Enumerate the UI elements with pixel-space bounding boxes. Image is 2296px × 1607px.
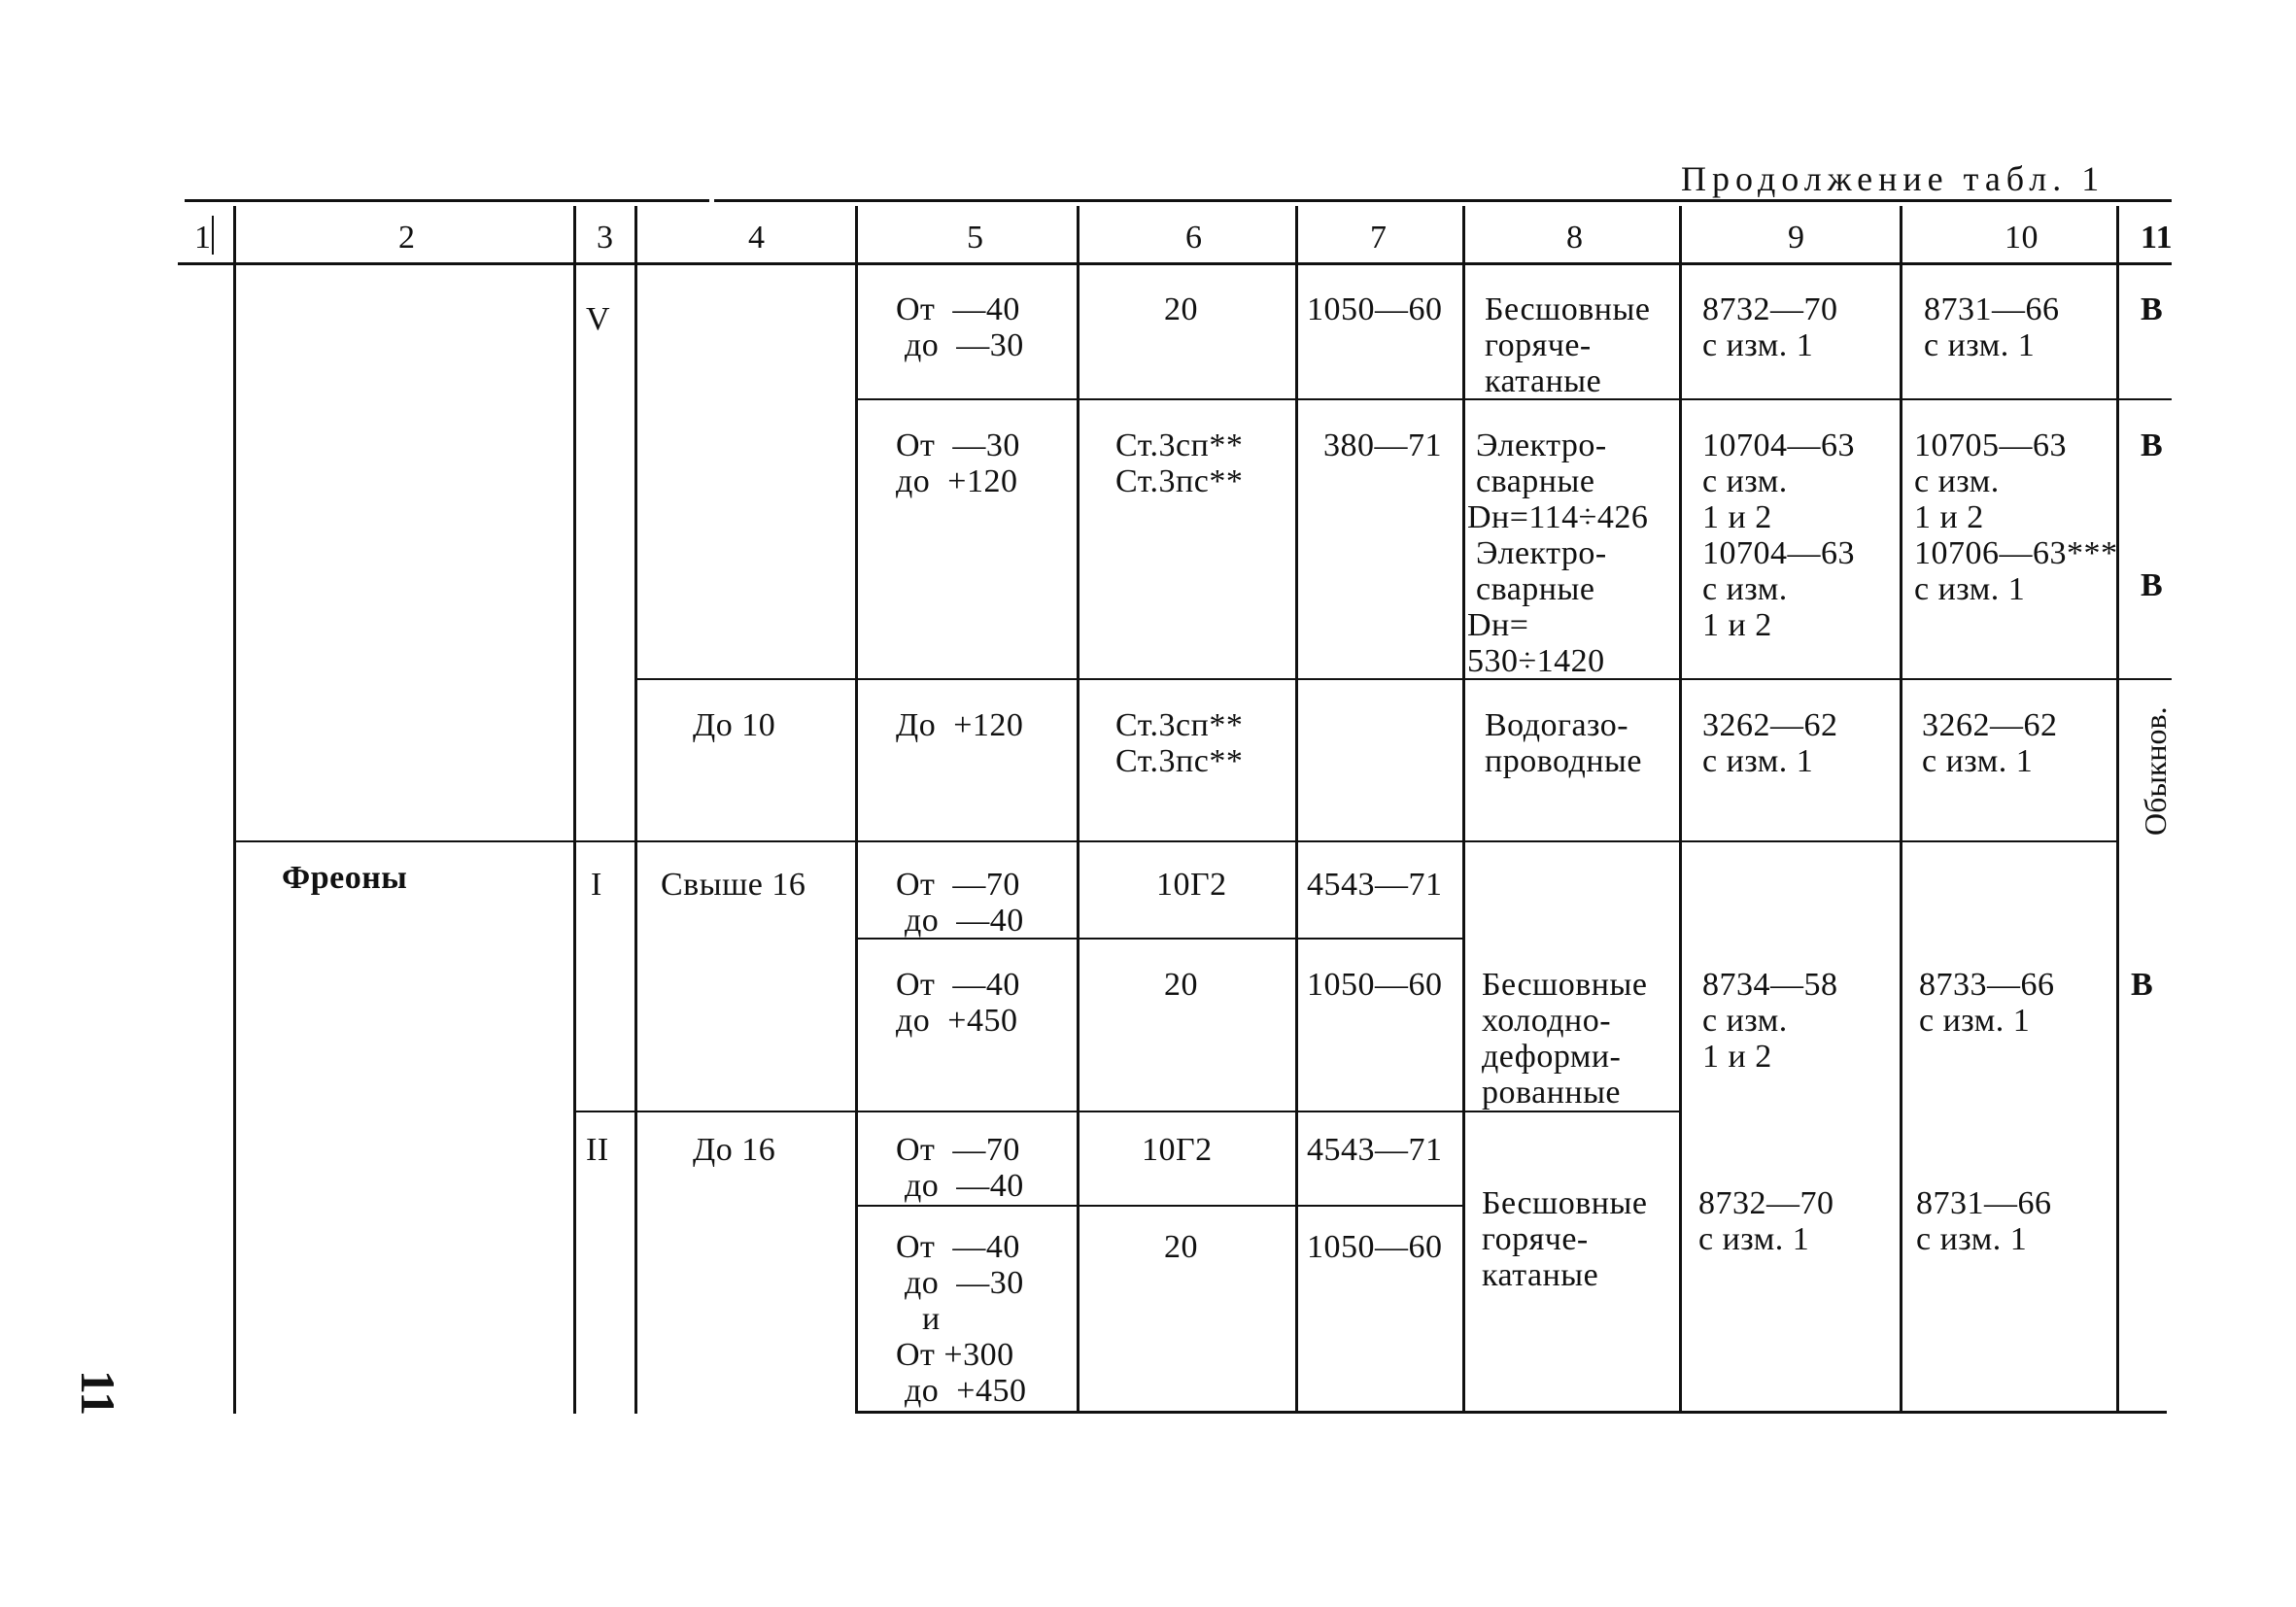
v-r2-gost-steel: 380—71: [1323, 427, 1442, 463]
cat1-pressure: Свыше 16: [661, 867, 806, 903]
v-r2-group-b: В: [2141, 567, 2164, 603]
top-rule-left: [185, 199, 709, 202]
cat1-r2-gost-req: 8733—66 с изм. 1: [1919, 967, 2055, 1039]
v-r1-steel: 20: [1164, 291, 1198, 327]
cat2-gost-req: 8731—66 с изм. 1: [1916, 1185, 2052, 1257]
top-rule-right: [714, 199, 2172, 202]
v-r3-group-vertical: Обыкнов.: [2138, 706, 2173, 836]
col-rule-2: [573, 206, 576, 1414]
col-header-7: 7: [1370, 220, 1388, 256]
v-r3-gost-pipe: 3262—62 с изм. 1: [1702, 707, 1838, 779]
v-r2-temp: От —30 до +120: [896, 427, 1020, 499]
cat1-r2-group: В: [2131, 967, 2154, 1003]
col-rule-3: [634, 206, 637, 1414]
v-r3-gost-req: 3262—62 с изм. 1: [1922, 707, 2058, 779]
col-header-5: 5: [967, 220, 984, 256]
col-rule-6: [1295, 206, 1298, 1414]
cat2-gost-pipe: 8732—70 с изм. 1: [1698, 1185, 1834, 1257]
cat1-r2-gost-pipe: 8734—58 с изм. 1 и 2: [1702, 967, 1838, 1075]
medium-freons: Фреоны: [282, 860, 408, 896]
v-r1-group: В: [2141, 291, 2164, 327]
cat2-r2-steel: 20: [1164, 1229, 1198, 1265]
v-r1-gost-pipe: 8732—70 с изм. 1: [1702, 291, 1838, 363]
v-r2-gost-req: 10705—63 с изм. 1 и 2 10706—63*** с изм. 1: [1914, 427, 2118, 607]
col-header-8: 8: [1566, 220, 1584, 256]
v-r3-steel: Ст.3сп** Ст.3пс**: [1115, 707, 1244, 779]
v-r2-steel: Ст.3сп** Ст.3пс**: [1115, 427, 1244, 499]
cat1-r1-gost-steel: 4543—71: [1307, 867, 1443, 903]
cat2-r1-steel: 10Г2: [1142, 1132, 1213, 1168]
cat2-r2-temp: От —40 до —30 и От +300 до +450: [896, 1229, 1027, 1409]
cat1-r2-temp: От —40 до +450: [896, 967, 1020, 1039]
cat2-pressure: До 16: [693, 1132, 776, 1168]
col-header-4: 4: [748, 220, 766, 256]
col-header-1: 1: [194, 220, 212, 256]
v-r1-temp: От —40 до —30: [896, 291, 1024, 363]
cat2-category: II: [586, 1132, 609, 1168]
col-rule-8: [1679, 206, 1682, 1414]
header-bottom-rule: [178, 262, 2172, 265]
sep-v-row3-col4: [637, 678, 855, 680]
col-rule-10: [2116, 206, 2119, 1414]
col-rule-5: [1077, 206, 1079, 1414]
header-tick: [212, 216, 214, 255]
cat2-r2-gost-steel: 1050—60: [1307, 1229, 1443, 1265]
col-header-9: 9: [1788, 220, 1805, 256]
page-number: 11: [71, 1370, 125, 1417]
sep-cat2-row1: [858, 1205, 1462, 1207]
cat1-r2-gost-steel: 1050—60: [1307, 967, 1443, 1003]
col-header-6: 6: [1185, 220, 1203, 256]
category-v: V: [586, 301, 611, 337]
col-rule-4: [855, 206, 858, 1414]
v-r3-pipe-type: Водогазо- проводные: [1485, 707, 1642, 779]
table-continuation-heading: Продолжение табл. 1: [1681, 159, 2106, 198]
v-r2-pipe-type: Электро- сварные Dн=114÷426 Электро- сварные Dн= 530÷1420: [1467, 427, 1649, 679]
v-r1-gost-req: 8731—66 с изм. 1: [1924, 291, 2060, 363]
col-header-10: 10: [2005, 220, 2039, 256]
col-rule-1: [233, 206, 236, 1414]
v-r2-gost-pipe: 10704—63 с изм. 1 и 2 10704—63 с изм. 1 и 2: [1702, 427, 1855, 643]
v-r2-group-a: В: [2141, 427, 2164, 463]
col-rule-9: [1900, 206, 1902, 1414]
cat2-pipe-type: Бесшовные горяче- катаные: [1482, 1185, 1648, 1293]
table-bottom-rule: [855, 1411, 2167, 1414]
col-header-3: 3: [597, 220, 614, 256]
sep-block-v: [236, 840, 2116, 842]
col-header-11: 11: [2141, 220, 2174, 256]
v-r1-pipe-type: Бесшовные горяче- катаные: [1485, 291, 1651, 399]
cat1-r2-steel: 20: [1164, 967, 1198, 1003]
v-r1-gost-steel: 1050—60: [1307, 291, 1443, 327]
cat2-r1-temp: От —70 до —40: [896, 1132, 1024, 1204]
cat2-r1-gost-steel: 4543—71: [1307, 1132, 1443, 1168]
v-r3-temp: До +120: [896, 707, 1024, 743]
cat1-r2-pipe-type: Бесшовные холодно- деформи- рованные: [1482, 967, 1648, 1111]
v-r3-pressure: До 10: [693, 707, 776, 743]
sep-cat1-cat2: [576, 1111, 1679, 1112]
col-header-2: 2: [398, 220, 416, 256]
cat1-r1-temp: От —70 до —40: [896, 867, 1024, 939]
cat1-r1-steel: 10Г2: [1156, 867, 1227, 903]
cat1-category: I: [591, 867, 602, 903]
col-rule-7: [1462, 206, 1465, 1414]
